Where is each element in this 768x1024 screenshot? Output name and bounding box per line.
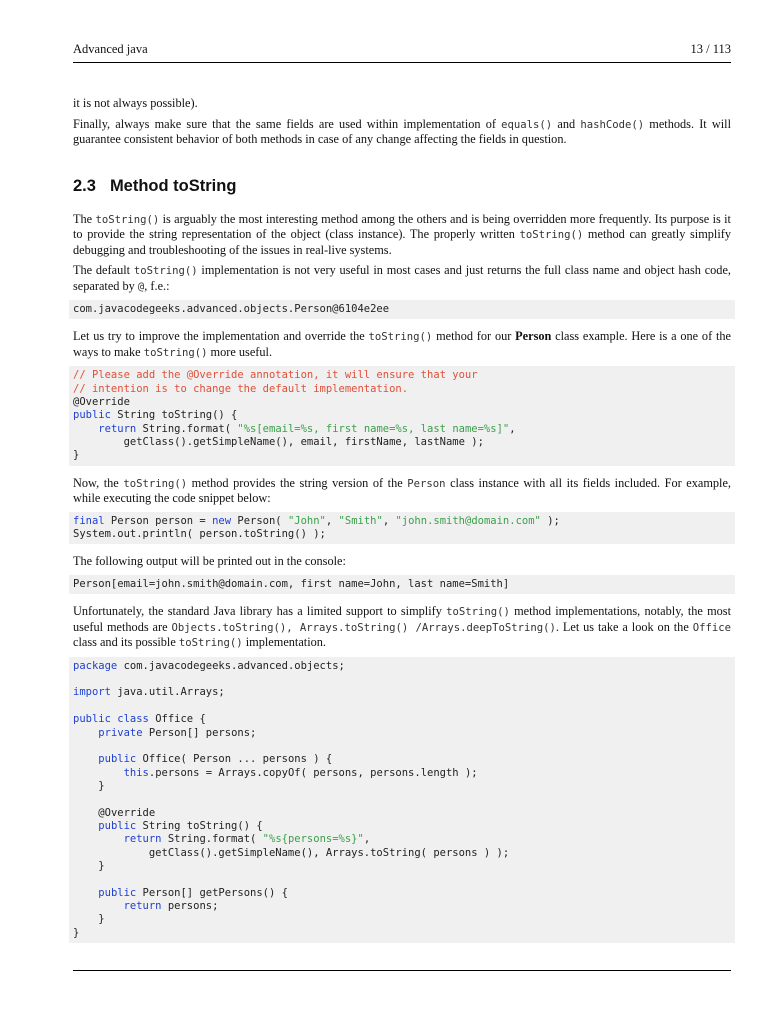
inline-code: @ bbox=[137, 280, 145, 293]
code-block: Person[email=john.smith@domain.com, first name=John, last name=Smith] bbox=[69, 575, 735, 594]
inline-code: toString() bbox=[123, 477, 188, 490]
inline-code: toString() bbox=[519, 229, 584, 241]
section-heading bbox=[73, 177, 731, 196]
inline-code: Person bbox=[407, 477, 446, 490]
inline-code: toString() bbox=[143, 346, 208, 359]
paragraph: The following output will be printed out in the console: bbox=[73, 554, 346, 569]
paragraph: Now, the toString() method provides the string version of the Person class instance with all its fields included. For example, while executing the code snippet below: bbox=[73, 475, 732, 506]
inline-code: toString() bbox=[133, 265, 198, 277]
inline-code: toString() bbox=[368, 331, 433, 344]
inline-code: toString() bbox=[446, 606, 510, 619]
section-number: 2.3 bbox=[73, 176, 96, 195]
code-block: package com.javacodegeeks.advanced.objects; import java.util.Arrays; public class Office { private Person[] persons; public Office( Person ... persons ) { this.persons = Arrays.copyOf( persons, persons.length ); } @Override public String toString() { return String.format( "%s{persons=%s}", getClass().getSimpleName(), Arrays.toString( persons ) ); } public Person[] getPersons() { return persons; } } bbox=[69, 657, 735, 943]
bold-term: Person bbox=[515, 329, 552, 344]
document-title: Advanced java bbox=[73, 42, 148, 56]
code-block: final Person person = new Person( "John", "Smith", "john.smith@domain.com" ); System.out.println( person.toString() ); bbox=[69, 512, 735, 545]
paragraph: The default toString() implementation is not very useful in most cases and just returns the full class name and object hash code, separated by @, f.e.: bbox=[73, 263, 731, 293]
inline-code: Office bbox=[692, 621, 731, 634]
code-block: com.javacodegeeks.advanced.objects.Person@6104e2ee bbox=[69, 300, 735, 319]
paragraph: Let us try to improve the implementation and override the toString() method for our Person class example. Here is a one of the ways to make toString() more useful. bbox=[73, 329, 732, 359]
inline-code: toString() bbox=[178, 637, 243, 650]
inline-code: equals() bbox=[501, 118, 553, 131]
page-number: 13 / 113 bbox=[690, 42, 731, 56]
code-block: // Please add the @Override annotation, it will ensure that your // intention is to change the default implementation. @Override public String toString() { return String.format( "%s[email=%s, first name=%s, last name=%s]", getClass().getSimpleName(), email, firstName, lastName ); } bbox=[69, 366, 735, 465]
paragraph: it is not always possible). bbox=[73, 96, 198, 110]
inline-code: Objects.toString(), Arrays.toString() /Arrays.deepToString() bbox=[171, 621, 556, 634]
footer-divider bbox=[73, 970, 731, 971]
inline-code: hashCode() bbox=[580, 118, 645, 131]
header-divider bbox=[73, 62, 731, 63]
page-header bbox=[73, 42, 731, 57]
section-title: Method toString bbox=[109, 176, 237, 195]
page-content bbox=[73, 96, 731, 953]
paragraph: The toString() is arguably the most interesting method among the others and is being overridden more frequently. Its purpose is it to provide the string representation of the object (class instance). The properly written toString() method can greatly simplify debugging and troubleshooting of the issues in real-live systems. bbox=[73, 211, 731, 257]
paragraph: Finally, always make sure that the same fields are used within implementation of equals() and hashCode() methods. It will guarantee consistent behavior of both methods in case of any change affecting the fields in question. bbox=[73, 116, 732, 146]
inline-code: toString() bbox=[95, 213, 160, 226]
paragraph: Unfortunately, the standard Java library has a limited support to simplify toString() method implementations, notably, the most useful methods are Objects.toString(), Arrays.toString() /Arrays.deepToString(). Let us take a look on the Office class and its possible toString() implementation. bbox=[73, 604, 731, 650]
